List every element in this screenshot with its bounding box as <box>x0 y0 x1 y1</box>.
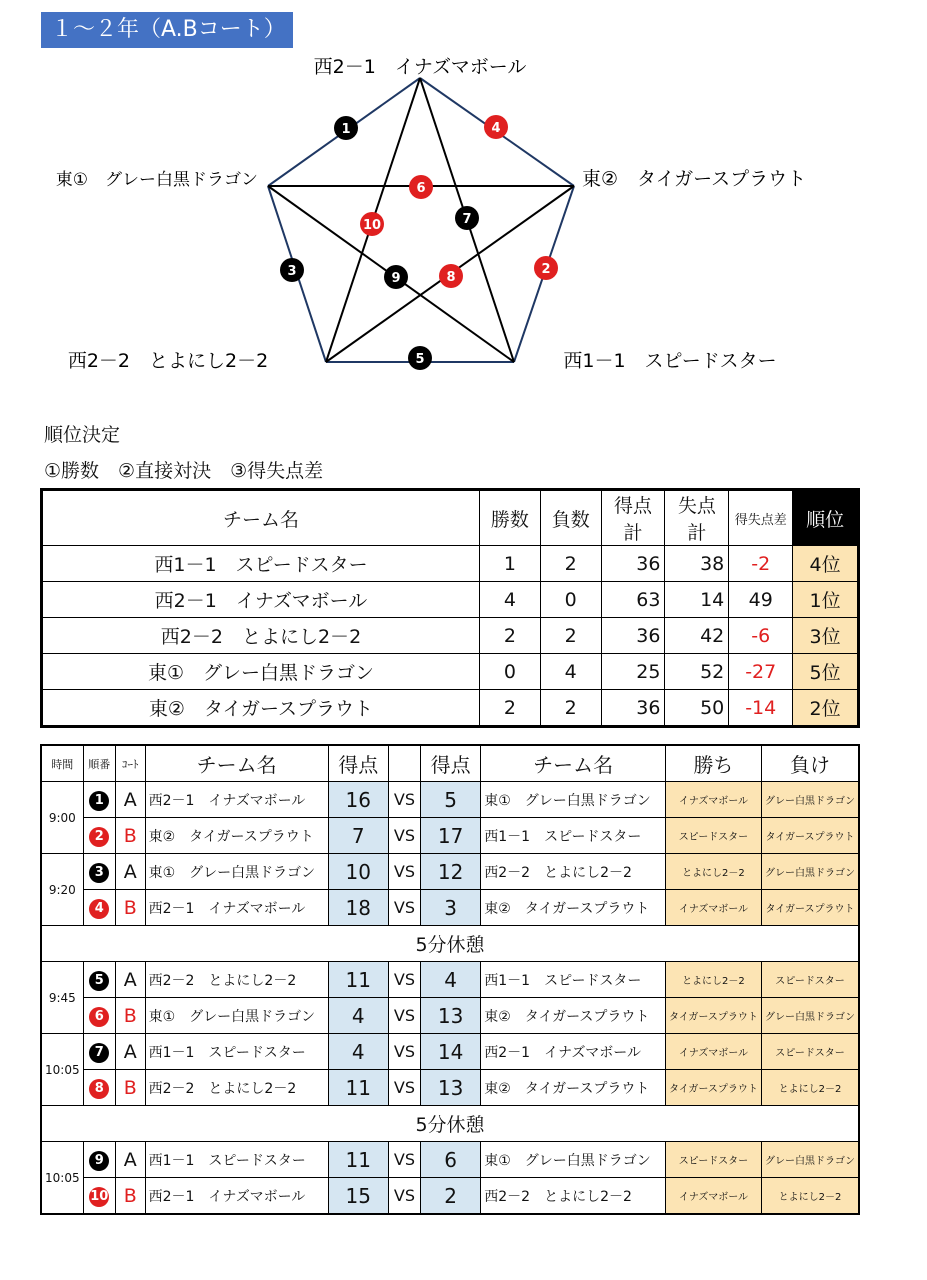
standings-wins: 4 <box>479 582 540 618</box>
break-row <box>41 1106 859 1142</box>
break-row <box>41 926 859 962</box>
standings-losses: 2 <box>540 618 601 654</box>
match-winner: イナズマボール <box>665 1034 761 1070</box>
match-loser: グレー白黒ドラゴン <box>761 854 859 890</box>
standings-row <box>42 690 859 727</box>
col-team1: チーム名 <box>145 745 328 782</box>
match-loser: タイガースプラウト <box>761 890 859 926</box>
standings-points-for: 36 <box>601 546 665 582</box>
col-rank: 順位 <box>793 490 859 546</box>
team-label-bottom-right: 西1－1 スピードスター <box>563 350 777 372</box>
match-team2: 東① グレー白黒ドラゴン <box>481 1142 666 1178</box>
match-court: B <box>115 1070 145 1106</box>
schedule-table <box>40 744 860 1215</box>
match-loser: タイガースプラウト <box>761 818 859 854</box>
col-points-against: 失点計 <box>665 490 729 546</box>
match-team1: 西2－1 イナズマボール <box>145 890 328 926</box>
team-label-top: 西2－1 イナズマボール <box>313 56 527 78</box>
standings-losses: 0 <box>540 582 601 618</box>
col-lose: 負け <box>761 745 859 782</box>
match-team1: 東② タイガースプラウト <box>145 818 328 854</box>
match-vs: VS <box>388 1034 420 1070</box>
match-team1: 東① グレー白黒ドラゴン <box>145 854 328 890</box>
team-label-bottom-left: 西2－2 とよにし2－2 <box>67 350 269 372</box>
match-row <box>41 998 859 1034</box>
match-vs: VS <box>388 998 420 1034</box>
match-winner: イナズマボール <box>665 890 761 926</box>
match-court: A <box>115 962 145 998</box>
match-team2: 西2－1 イナズマボール <box>481 1034 666 1070</box>
match-score2: 2 <box>421 1178 481 1215</box>
standings-row <box>42 654 859 690</box>
match-court: A <box>115 782 145 818</box>
standings-points-for: 25 <box>601 654 665 690</box>
match-marker-number: 8 <box>446 270 456 285</box>
match-score2: 5 <box>421 782 481 818</box>
team-label-left: 東① グレー白黒ドラゴン <box>55 170 258 190</box>
match-marker-number: 3 <box>287 264 297 279</box>
match-score1: 11 <box>328 1142 388 1178</box>
match-score2: 6 <box>421 1142 481 1178</box>
match-score1: 15 <box>328 1178 388 1215</box>
col-score1: 得点 <box>328 745 388 782</box>
match-order <box>83 1178 115 1215</box>
match-number-badge: 3 <box>89 863 109 883</box>
standings-wins: 0 <box>479 654 540 690</box>
standings-rank: 4位 <box>793 546 859 582</box>
standings-points-for: 36 <box>601 690 665 727</box>
match-loser: スピードスター <box>761 1034 859 1070</box>
match-vs: VS <box>388 818 420 854</box>
col-diff: 得失点差 <box>729 490 793 546</box>
match-order <box>83 782 115 818</box>
standings-points-for: 36 <box>601 618 665 654</box>
standings-rank: 1位 <box>793 582 859 618</box>
match-number-badge: 5 <box>89 971 109 991</box>
match-score1: 11 <box>328 962 388 998</box>
match-team1: 西2－1 イナズマボール <box>145 782 328 818</box>
match-row <box>41 1178 859 1215</box>
standings-points-against: 50 <box>665 690 729 727</box>
standings-rank: 3位 <box>793 618 859 654</box>
match-number-badge: 8 <box>89 1079 109 1099</box>
break-label: 5分休憩 <box>41 926 859 962</box>
col-score2: 得点 <box>421 745 481 782</box>
match-winner: スピードスター <box>665 1142 761 1178</box>
match-order <box>83 854 115 890</box>
match-team2: 東② タイガースプラウト <box>481 1070 666 1106</box>
match-diagram <box>0 0 927 420</box>
standings-rank: 5位 <box>793 654 859 690</box>
standings-wins: 2 <box>479 690 540 727</box>
match-score2: 4 <box>421 962 481 998</box>
schedule-header-row <box>41 745 859 782</box>
break-label: 5分休憩 <box>41 1106 859 1142</box>
match-time: 10:05 <box>41 1142 83 1215</box>
match-score1: 16 <box>328 782 388 818</box>
standings-diff: -14 <box>729 690 793 727</box>
match-team2: 西2－2 とよにし2－2 <box>481 854 666 890</box>
match-winner: タイガースプラウト <box>665 998 761 1034</box>
match-team1: 西2－2 とよにし2－2 <box>145 962 328 998</box>
match-court: B <box>115 890 145 926</box>
match-order <box>83 998 115 1034</box>
match-row <box>41 1142 859 1178</box>
match-team2: 西2－2 とよにし2－2 <box>481 1178 666 1215</box>
standings-wins: 1 <box>479 546 540 582</box>
col-order: 順番 <box>83 745 115 782</box>
standings-row <box>42 546 859 582</box>
match-order <box>83 1034 115 1070</box>
standings-diff: -6 <box>729 618 793 654</box>
match-vs: VS <box>388 782 420 818</box>
match-court: A <box>115 1034 145 1070</box>
match-score1: 18 <box>328 890 388 926</box>
standings-points-against: 14 <box>665 582 729 618</box>
match-number-badge: 9 <box>89 1151 109 1171</box>
match-row <box>41 890 859 926</box>
match-court: B <box>115 998 145 1034</box>
match-court: B <box>115 818 145 854</box>
match-team2: 東② タイガースプラウト <box>481 998 666 1034</box>
standings-team: 東② タイガースプラウト <box>42 690 480 727</box>
match-team2: 東② タイガースプラウト <box>481 890 666 926</box>
match-team2: 東① グレー白黒ドラゴン <box>481 782 666 818</box>
match-score1: 7 <box>328 818 388 854</box>
match-score2: 13 <box>421 1070 481 1106</box>
match-row <box>41 782 859 818</box>
match-score1: 4 <box>328 998 388 1034</box>
page-title: １～２年（A.Bコート） <box>41 12 293 48</box>
standings-rank: 2位 <box>793 690 859 727</box>
standings-wins: 2 <box>479 618 540 654</box>
match-loser: グレー白黒ドラゴン <box>761 1142 859 1178</box>
match-marker-number: 6 <box>416 181 426 196</box>
standings-team: 西1－1 スピードスター <box>42 546 480 582</box>
match-row <box>41 818 859 854</box>
match-number-badge: 6 <box>89 1007 109 1027</box>
match-winner: タイガースプラウト <box>665 1070 761 1106</box>
standings-points-against: 38 <box>665 546 729 582</box>
match-loser: スピードスター <box>761 962 859 998</box>
match-order <box>83 1070 115 1106</box>
match-team1: 西2－1 イナズマボール <box>145 1178 328 1215</box>
match-time: 9:00 <box>41 782 83 854</box>
standings-team: 西2－2 とよにし2－2 <box>42 618 480 654</box>
match-score2: 12 <box>421 854 481 890</box>
standings-row <box>42 582 859 618</box>
col-win: 勝ち <box>665 745 761 782</box>
match-score2: 3 <box>421 890 481 926</box>
match-score2: 13 <box>421 998 481 1034</box>
match-loser: グレー白黒ドラゴン <box>761 782 859 818</box>
standings-losses: 2 <box>540 690 601 727</box>
standings-team: 東① グレー白黒ドラゴン <box>42 654 480 690</box>
match-vs: VS <box>388 854 420 890</box>
match-score2: 17 <box>421 818 481 854</box>
match-time: 9:20 <box>41 854 83 926</box>
match-loser: とよにし2－2 <box>761 1178 859 1215</box>
standings-row <box>42 618 859 654</box>
match-row <box>41 854 859 890</box>
match-marker-number: 2 <box>541 262 551 277</box>
match-team1: 西2－2 とよにし2－2 <box>145 1070 328 1106</box>
match-order <box>83 890 115 926</box>
col-court: ｺｰﾄ <box>115 745 145 782</box>
match-team2: 西1－1 スピードスター <box>481 962 666 998</box>
standings-diff: 49 <box>729 582 793 618</box>
match-vs: VS <box>388 890 420 926</box>
match-number-badge: 4 <box>89 899 109 919</box>
col-points-for: 得点計 <box>601 490 665 546</box>
match-number-badge: 1 <box>89 791 109 811</box>
match-vs: VS <box>388 962 420 998</box>
match-number-badge: 7 <box>89 1043 109 1063</box>
match-number-badge: 10 <box>89 1187 109 1207</box>
col-time: 時間 <box>41 745 83 782</box>
match-marker-number: 9 <box>391 271 401 286</box>
match-marker-number: 5 <box>415 352 425 367</box>
match-vs: VS <box>388 1070 420 1106</box>
col-wins: 勝数 <box>479 490 540 546</box>
match-order <box>83 962 115 998</box>
standings-header-row <box>42 490 859 546</box>
standings-losses: 4 <box>540 654 601 690</box>
match-vs: VS <box>388 1178 420 1215</box>
match-loser: グレー白黒ドラゴン <box>761 998 859 1034</box>
match-time: 9:45 <box>41 962 83 1034</box>
match-score2: 14 <box>421 1034 481 1070</box>
col-vs <box>388 745 420 782</box>
match-time: 10:05 <box>41 1034 83 1106</box>
match-order <box>83 818 115 854</box>
match-order <box>83 1142 115 1178</box>
match-team2: 西1－1 スピードスター <box>481 818 666 854</box>
match-row <box>41 1034 859 1070</box>
match-row <box>41 1070 859 1106</box>
match-court: A <box>115 1142 145 1178</box>
match-vs: VS <box>388 1142 420 1178</box>
team-label-right: 東② タイガースプラウト <box>582 168 807 190</box>
standings-points-against: 52 <box>665 654 729 690</box>
match-winner: とよにし2－2 <box>665 854 761 890</box>
standings-table <box>40 488 860 728</box>
standings-team: 西2－1 イナズマボール <box>42 582 480 618</box>
match-winner: スピードスター <box>665 818 761 854</box>
match-team1: 西1－1 スピードスター <box>145 1034 328 1070</box>
match-score1: 10 <box>328 854 388 890</box>
match-loser: とよにし2－2 <box>761 1070 859 1106</box>
col-team: チーム名 <box>42 490 480 546</box>
standings-diff: -2 <box>729 546 793 582</box>
standings-diff: -27 <box>729 654 793 690</box>
match-marker-number: 1 <box>341 122 351 137</box>
match-score1: 4 <box>328 1034 388 1070</box>
match-winner: イナズマボール <box>665 782 761 818</box>
match-marker-number: 4 <box>491 121 501 136</box>
match-winner: とよにし2－2 <box>665 962 761 998</box>
col-team2: チーム名 <box>481 745 666 782</box>
match-marker-number: 7 <box>462 212 472 227</box>
match-court: B <box>115 1178 145 1215</box>
col-losses: 負数 <box>540 490 601 546</box>
match-score1: 11 <box>328 1070 388 1106</box>
standings-points-against: 42 <box>665 618 729 654</box>
match-marker-number: 10 <box>362 218 382 233</box>
ranking-heading: 順位決定 <box>44 424 121 446</box>
ranking-criteria: ①勝数 ②直接対決 ③得失点差 <box>44 460 324 482</box>
standings-points-for: 63 <box>601 582 665 618</box>
match-court: A <box>115 854 145 890</box>
match-row <box>41 962 859 998</box>
match-markers <box>280 115 558 370</box>
standings-losses: 2 <box>540 546 601 582</box>
match-number-badge: 2 <box>89 827 109 847</box>
match-team1: 西1－1 スピードスター <box>145 1142 328 1178</box>
match-team1: 東① グレー白黒ドラゴン <box>145 998 328 1034</box>
match-winner: イナズマボール <box>665 1178 761 1215</box>
